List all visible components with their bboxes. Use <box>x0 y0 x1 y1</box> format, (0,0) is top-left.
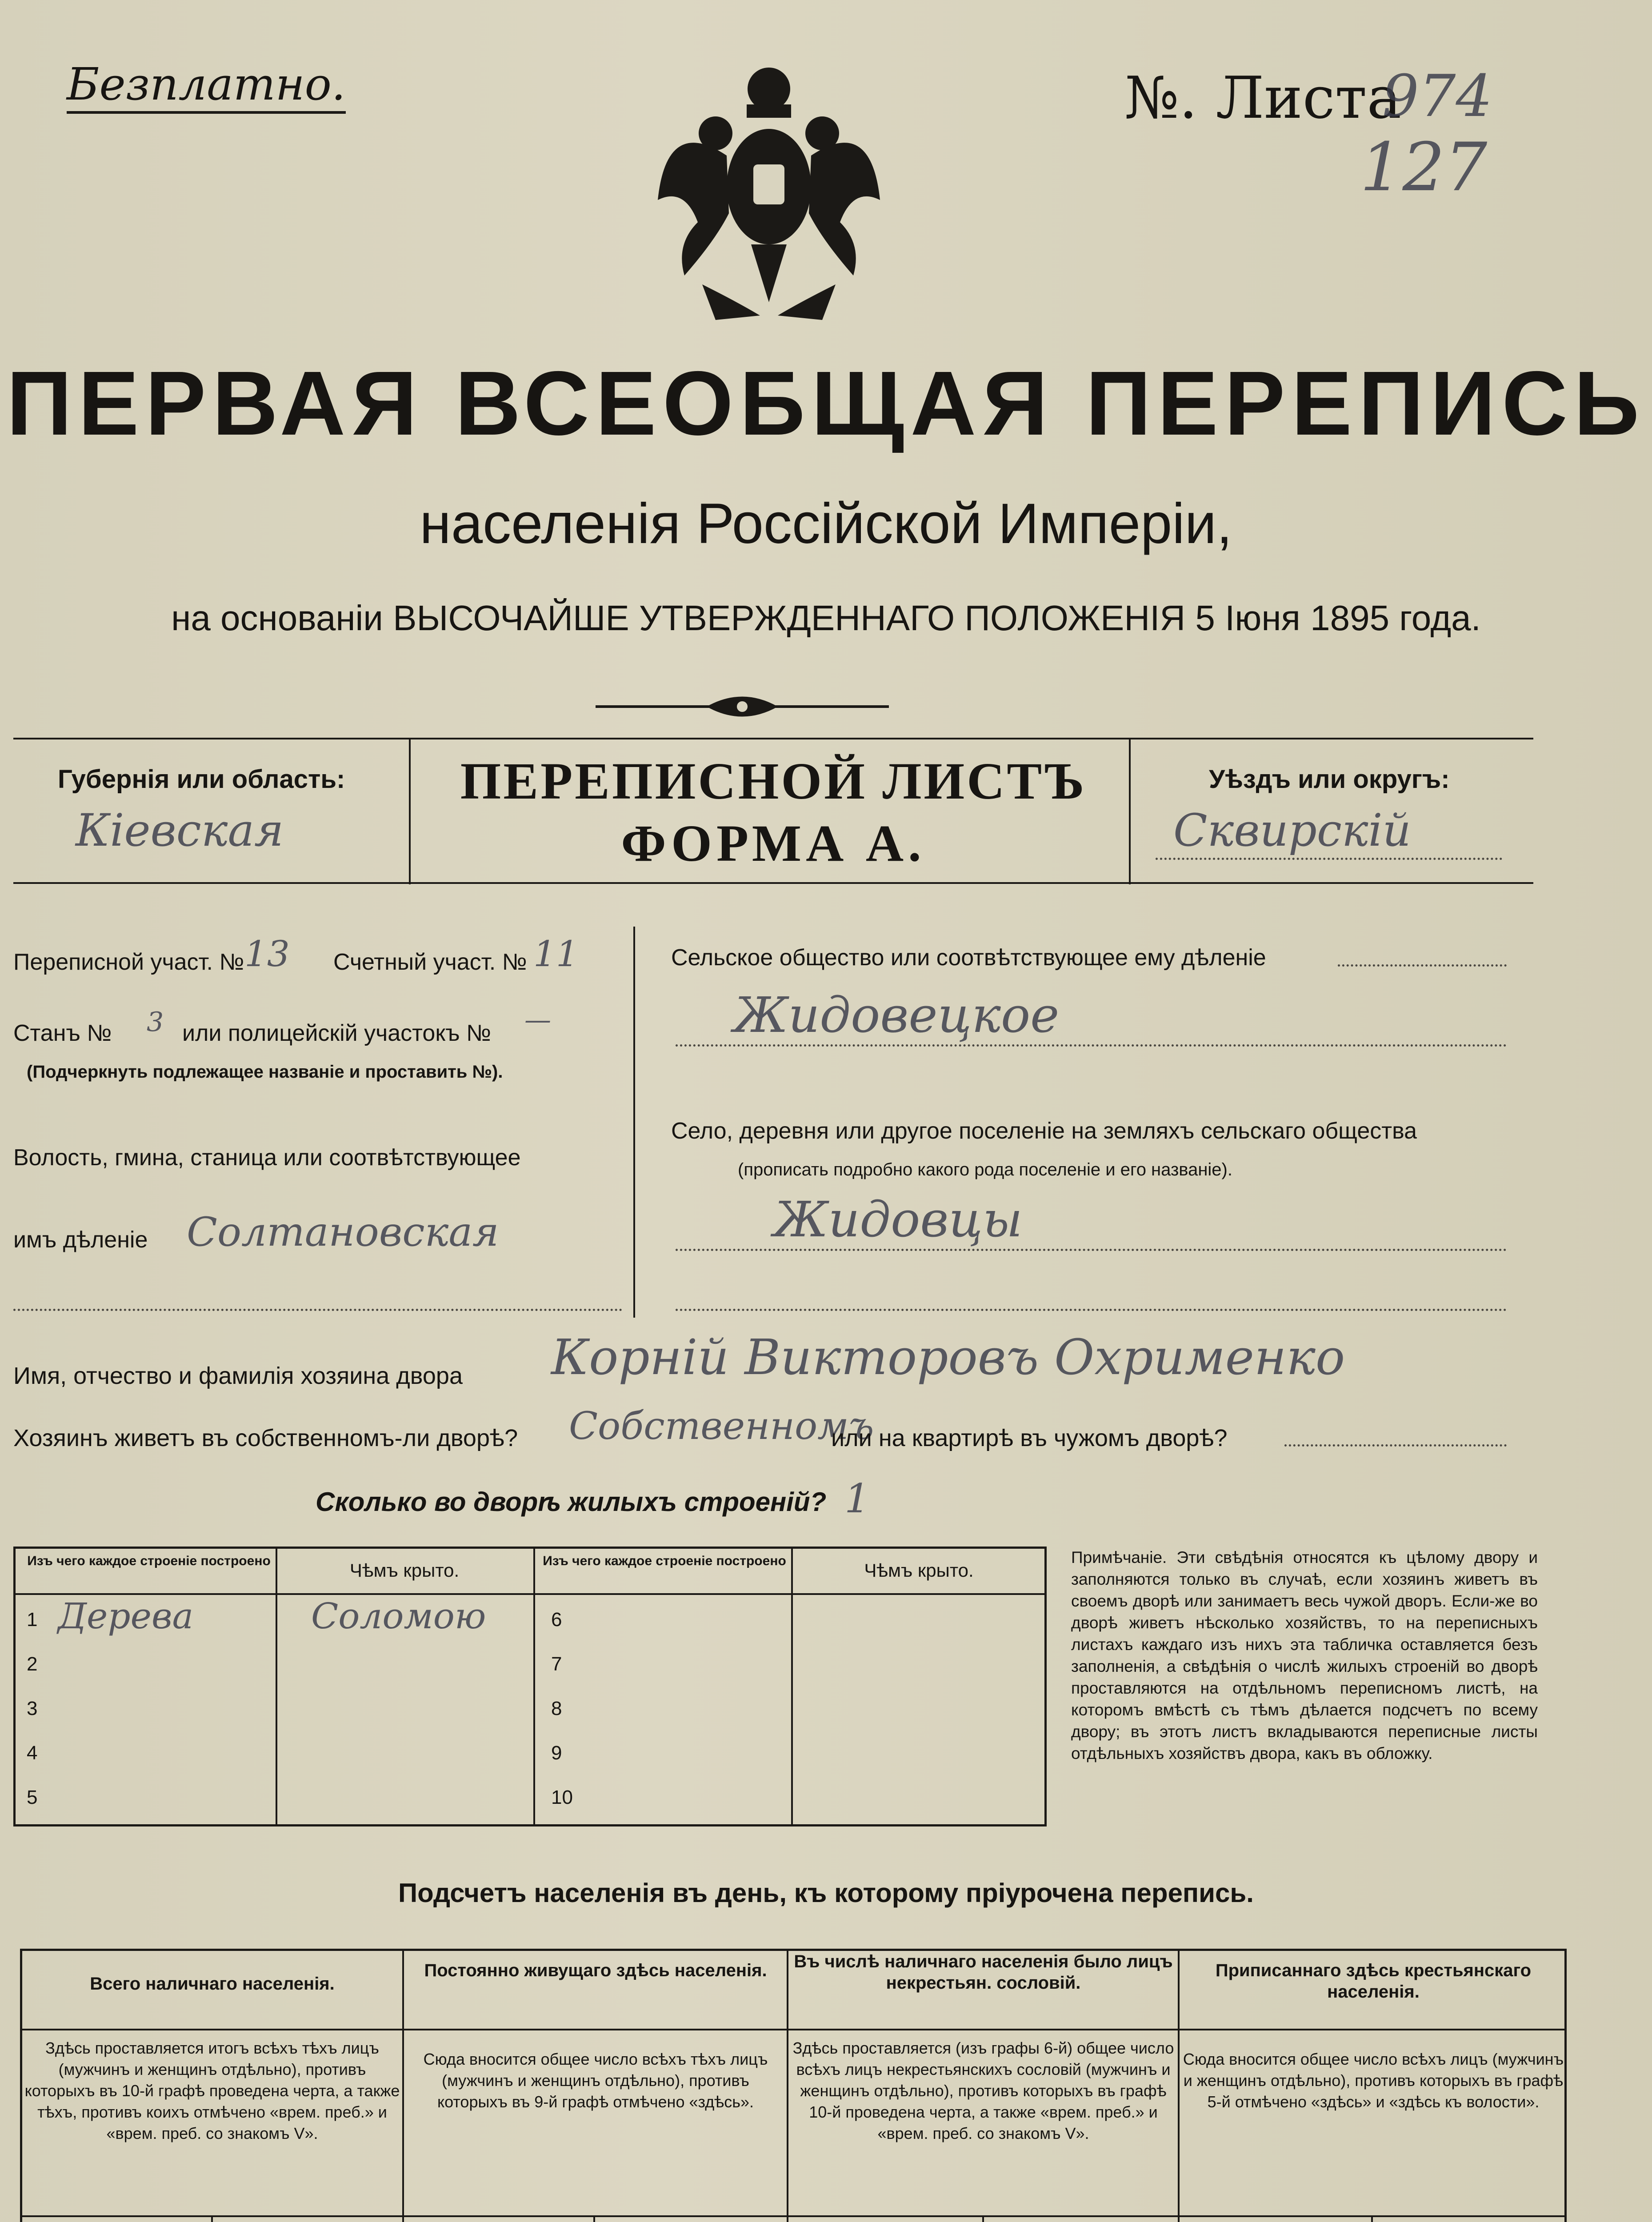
division-label: имъ дѣленіе <box>13 1227 148 1253</box>
sheet-number-label <box>1124 64 1402 132</box>
village-label: Село, деревня или другое поселеніе на земляхъ сельскаго общества <box>671 1118 1417 1144</box>
volost-label: Волость, гмина, станица или соотвѣтствующее <box>13 1145 521 1171</box>
census-section-value: 13 <box>244 933 290 975</box>
material-header-left: Изъ чего каждое строеніе построено <box>27 1554 271 1568</box>
col-header-registered: Приписаннаго здѣсь крестьянскаго населенія. <box>1215 1961 1532 2002</box>
col-header-present: Всего наличнаго населенія. <box>90 1974 335 1994</box>
buildings-count-value: 1 <box>844 1475 870 1522</box>
census-section-label: Переписной участ. № <box>13 949 244 975</box>
row-number: 8 <box>551 1698 562 1719</box>
apartment-label: или на квартирѣ въ чужомъ дворѣ? <box>831 1425 1228 1451</box>
main-title: ПЕРВАЯ ВСЕОБЩАЯ ПЕРЕПИСЬ <box>6 352 1646 454</box>
note-paragraph: Примѣчаніе. Эти свѣдѣнія относятся къ цѣлому двору и заполняются только въ случаѣ, если хозяинъ живетъ въ своемъ дворѣ или занимаетъ весь чужой дворъ. Если-же во дворѣ живетъ нѣсколько хозяйствъ, то на переписныхъ листахъ каждаго изъ нихъ эта табличка оставляется безъ заполненія, а свѣдѣнія о числѣ жилыхъ строеній во дворѣ проставляются на отдѣльномъ переписномъ листѣ, на которомъ вмѣстѣ съ тѣмъ дѣлается подсчетъ по всему двору; въ этотъ листъ вкладываются переписные листы отдѣльныхъ хозяйствъ двора, какъ въ обложку. <box>1071 1548 1538 1762</box>
province-value: Кіевская <box>76 804 284 856</box>
row-number: 10 <box>551 1786 573 1808</box>
legal-basis: на основаніи ВЫСОЧАЙШЕ УТВЕРЖДЕННАГО ПОЛОЖЕНІЯ 5 Іюня 1895 года. <box>171 598 1481 638</box>
own-yard-value: Собственномъ <box>569 1404 874 1448</box>
col-header-non-peasant: Въ числѣ наличнаго населенія было лицъ некрестьян. сословій. <box>794 1952 1173 1993</box>
own-yard-label: Хозяинъ живетъ въ собственномъ-ли дворѣ? <box>13 1425 518 1451</box>
roof-material-value: Соломою <box>311 1595 486 1637</box>
col-header-permanent: Постоянно живущаго здѣсь населенія. <box>424 1961 767 1980</box>
material-header-right: Изъ чего каждое строеніе построено <box>543 1554 786 1568</box>
row-number: 4 <box>27 1742 38 1764</box>
owner-name-label: Имя, отчество и фамилія хозяина двора <box>13 1363 463 1389</box>
ornament-divider <box>596 687 889 727</box>
sheet-number-value: 127 <box>1360 129 1488 206</box>
col-desc-present: Здѣсь проставляется итогъ всѣхъ тѣхъ лицъ (мужчинъ и женщинъ отдѣльно), противъ которыхъ въ 10-й графѣ проведена черта, а также тѣхъ, противъ коихъ отмѣчено «врем. преб.» и «врем. преб. со знакомъ V». <box>24 2039 400 2142</box>
district-label: Уѣздъ или округъ: <box>1209 765 1450 794</box>
counting-section-label: Счетный участ. № <box>333 949 527 975</box>
population-count-title: Подсчетъ населенія въ день, къ которому пріурочена перепись. <box>398 1878 1254 1908</box>
counting-section-value: 11 <box>533 933 579 975</box>
roof-header-left: Чѣмъ крыто. <box>349 1560 460 1581</box>
police-station-value: — <box>524 1004 551 1035</box>
row-number: 7 <box>551 1653 562 1675</box>
village-value: Жидовцы <box>773 1191 1023 1248</box>
row-number: 3 <box>27 1698 38 1719</box>
district-value: Сквирскій <box>1173 804 1411 856</box>
row-number: 1 <box>27 1609 38 1631</box>
rural-society-label: Сельское общество или соотвѣтствующее ему дѣленіе <box>671 945 1266 971</box>
number-sign: №. <box>1124 64 1198 132</box>
col-desc-non-peasant: Здѣсь проставляется (изъ графы 6-й) общее число всѣхъ лицъ некрестьянскихъ сословій (мужчинъ и женщинъ отдѣльно), противъ которыхъ въ графѣ 10-й проведена черта, а также «врем. преб.» и «врем. преб. со знакомъ V». <box>792 2039 1174 2142</box>
row-number: 6 <box>551 1609 562 1631</box>
census-sheet-title: ПЕРЕПИСНОЙ ЛИСТЪ <box>460 752 1087 810</box>
buildings-table <box>13 1547 1047 1826</box>
sheet-label: Листа <box>1216 64 1402 132</box>
volost-value: Солтановская <box>187 1209 499 1255</box>
row-number: 2 <box>27 1653 38 1675</box>
free-of-charge-label: Безплатно. <box>67 58 346 114</box>
police-station-label: или полицейскій участокъ № <box>182 1020 491 1046</box>
buildings-count-label: Сколько во дворѣ жилыхъ строеній? <box>316 1487 827 1517</box>
owner-name-value: Корній Викторовъ Охрименко <box>551 1329 1345 1386</box>
camp-value: 3 <box>147 1007 164 1038</box>
double-headed-eagle-emblem <box>649 53 889 324</box>
roof-header-right: Чѣмъ крыто. <box>864 1560 974 1581</box>
rural-society-value: Жидовецкое <box>733 987 1060 1043</box>
col-desc-permanent: Сюда вносится общее число всѣхъ тѣхъ лицъ (мужчинъ и женщинъ отдѣльно), противъ которыхъ въ 9-й графѣ отмѣчено «здѣсь». <box>423 2050 768 2111</box>
camp-label: Станъ № <box>13 1020 112 1046</box>
underline-note: (Подчеркнуть подлежащее названіе и проставить №). <box>27 1062 503 1082</box>
col-desc-registered: Сюда вносится общее число всѣхъ лицъ (мужчинъ и женщинъ отдѣльно), противъ которыхъ въ графѣ 5-й отмѣчено «здѣсь» и «здѣсь къ волости». <box>1183 2050 1564 2111</box>
form-title: ФОРМА А. <box>621 814 926 872</box>
province-label: Губернія или область: <box>58 765 345 794</box>
sheet-number-struck: 974 <box>1382 62 1493 130</box>
building-material-value: Дерева <box>58 1595 194 1637</box>
row-number: 5 <box>27 1786 38 1808</box>
row-number: 9 <box>551 1742 562 1764</box>
village-note: (прописать подробно какого рода поселеніе и его названіе). <box>738 1160 1232 1179</box>
subtitle: населенія Россійской Имперіи, <box>420 492 1232 556</box>
